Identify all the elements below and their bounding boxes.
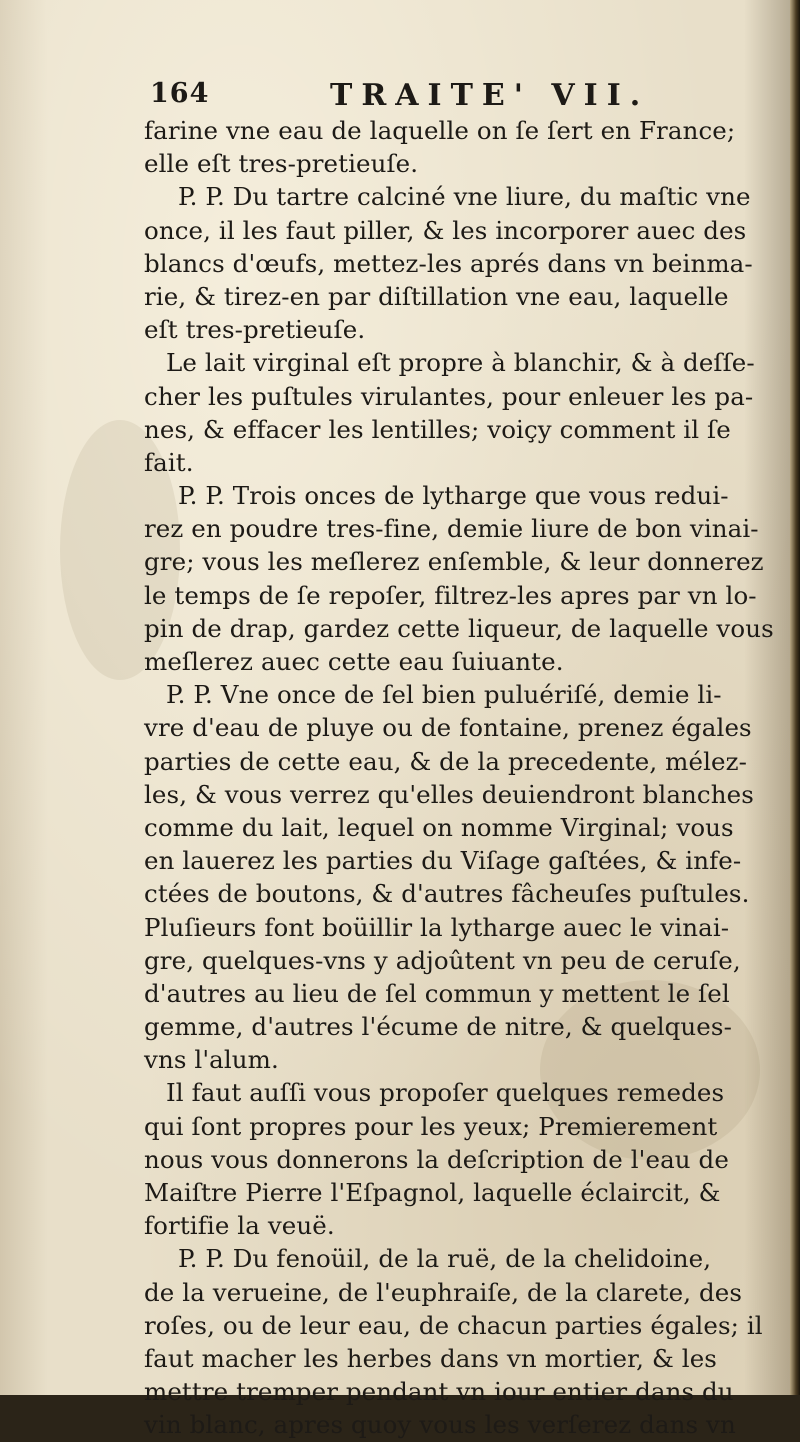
book-spine-shadow	[790, 0, 800, 1395]
text-line: les, & vous verrez qu'elles deuiendront blanches	[144, 779, 754, 809]
text-line: P. P. Trois onces de lytharge que vous redui-	[178, 481, 729, 511]
text-line: P. P. Du tartre calciné vne liure, du maſtic vne	[178, 182, 751, 212]
text-line: vin blanc, apres quoy vous les verſerez dans vn	[144, 1410, 736, 1440]
text-line: meſlerez auec cette eau ſuiuante.	[144, 647, 564, 676]
text-line: farine vne eau de laquelle on ſe ſert en France;	[144, 116, 736, 145]
running-title: TRAITE' VII.	[330, 78, 650, 113]
text-line: roſes, ou de leur eau, de chacun parties égales; il	[144, 1310, 763, 1340]
text-line: mettre tremper pendant vn iour entier dans du	[144, 1377, 734, 1407]
text-line: fortifie la veuë.	[144, 1211, 335, 1241]
text-line: fait.	[144, 447, 194, 477]
body-text	[144, 114, 784, 1440]
text-line: le temps de ſe repoſer, filtrez-les apres par vn lo-	[144, 580, 757, 610]
text-line: rie, & tirez-en par diſtillation vne eau, laquelle	[144, 281, 729, 311]
text-line: once, il les faut piller, & les incorporer auec des	[144, 215, 747, 245]
running-header	[150, 78, 770, 118]
text-line: d'autres au lieu de ſel commun y mettent le ſel	[144, 978, 730, 1008]
text-line: nes, & effacer les lentilles; voiçy comment il ſe	[144, 414, 731, 444]
text-line: P. P. Du fenoüil, de la ruë, de la chelidoine,	[178, 1244, 712, 1274]
page-number: 164	[150, 78, 210, 109]
text-line: gemme, d'autres l'écume de nitre, & quelques-	[144, 1012, 732, 1042]
text-line: vre d'eau de pluye ou de fontaine, prenez égales	[144, 713, 752, 743]
text-line: vns l'alum.	[144, 1045, 279, 1075]
text-line: de la verueine, de l'euphraiſe, de la clarete, des	[144, 1277, 743, 1307]
text-line: elle eſt tres-pretieuſe.	[144, 149, 419, 179]
text-line: pin de drap, gardez cette liqueur, de laquelle vous	[144, 613, 774, 643]
text-line: gre; vous les meſlerez enſemble, & leur donnerez	[144, 547, 764, 577]
text-line: en lauerez les parties du Viſage gaſtées, & infe-	[144, 846, 742, 876]
text-line: parties de cette eau, & de la precedente, mélez-	[144, 746, 748, 776]
text-line: eſt tres-pretieuſe.	[144, 315, 366, 345]
text-line: P. P. Vne once de ſel bien puluériſé, demie li-	[166, 680, 722, 710]
text-line: faut macher les herbes dans vn mortier, & les	[144, 1343, 717, 1373]
text-line: Maiſtre Pierre l'Eſpagnol, laquelle éclaircit, &	[144, 1178, 721, 1207]
text-line: comme du lait, lequel on nomme Virginal; vous	[144, 812, 734, 842]
text-line: gre, quelques-vns y adjoûtent vn peu de ceruſe,	[144, 945, 741, 975]
text-line: cher les puſtules virulantes, pour enleuer les pa-	[144, 381, 754, 411]
text-line: Le lait virginal eſt propre à blanchir, & à deſſe-	[166, 348, 755, 378]
text-line: ctées de boutons, & d'autres fâcheuſes puſtules.	[144, 879, 750, 909]
text-line: rez en poudre tres-fine, demie liure de bon vinai-	[144, 514, 759, 544]
text-line: blancs d'œufs, mettez-les aprés dans vn beinma-	[144, 248, 753, 278]
text-line: Il faut auſſi vous propoſer quelques remedes	[166, 1078, 725, 1108]
text-line: qui ſont propres pour les yeux; Premierement	[144, 1111, 718, 1141]
text-line: Pluſieurs font boüillir la lytharge auec le vinai-	[144, 912, 730, 942]
text-line: nous vous donnerons la deſcription de l'eau de	[144, 1144, 729, 1174]
